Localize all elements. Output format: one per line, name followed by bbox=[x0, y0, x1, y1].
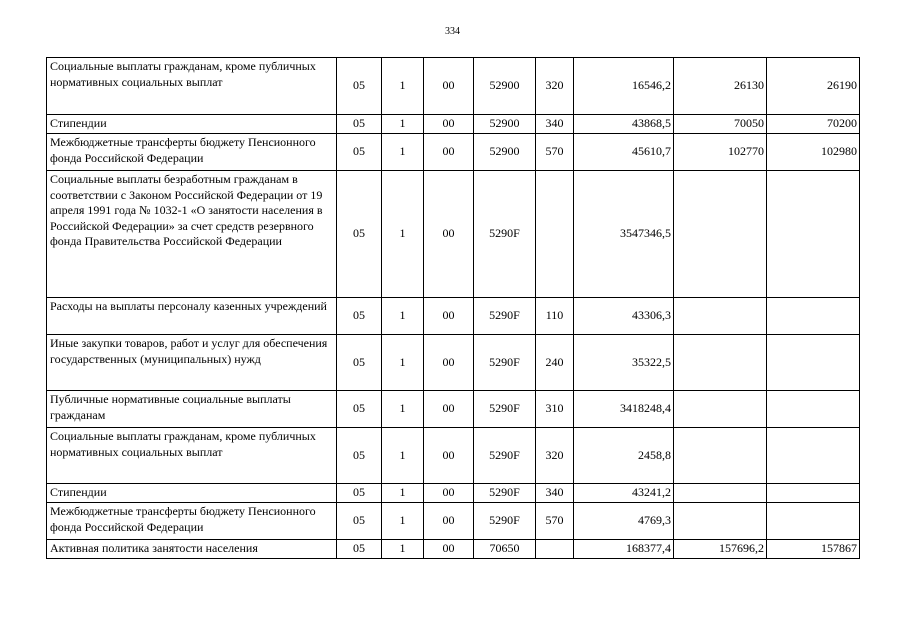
item-code: 5290F bbox=[474, 335, 536, 391]
section-code: 05 bbox=[337, 484, 382, 503]
expense-type-code bbox=[536, 171, 574, 298]
row-name: Социальные выплаты гражданам, кроме публичных нормативных социальных выплат bbox=[47, 428, 337, 484]
section-code: 05 bbox=[337, 171, 382, 298]
section-code: 05 bbox=[337, 134, 382, 171]
amount-year-1: 16546,2 bbox=[574, 58, 674, 115]
section-code: 05 bbox=[337, 298, 382, 335]
item-code: 5290F bbox=[474, 484, 536, 503]
amount-year-3 bbox=[767, 298, 860, 335]
subsection-code: 1 bbox=[382, 134, 424, 171]
amount-year-1: 4769,3 bbox=[574, 503, 674, 540]
amount-year-3 bbox=[767, 391, 860, 428]
section-code: 05 bbox=[337, 428, 382, 484]
expense-type-code bbox=[536, 540, 574, 559]
amount-year-1: 43868,5 bbox=[574, 115, 674, 134]
expense-type-code: 340 bbox=[536, 484, 574, 503]
amount-year-2: 26130 bbox=[674, 58, 767, 115]
group-code: 00 bbox=[424, 428, 474, 484]
amount-year-2 bbox=[674, 503, 767, 540]
row-name: Социальные выплаты гражданам, кроме публичных нормативных социальных выплат bbox=[47, 58, 337, 115]
row-name: Публичные нормативные социальные выплаты гражданам bbox=[47, 391, 337, 428]
amount-year-1: 35322,5 bbox=[574, 335, 674, 391]
row-name: Стипендии bbox=[47, 484, 337, 503]
expense-type-code: 320 bbox=[536, 58, 574, 115]
table-row bbox=[47, 171, 860, 298]
subsection-code: 1 bbox=[382, 540, 424, 559]
item-code: 5290F bbox=[474, 171, 536, 298]
row-name: Стипендии bbox=[47, 115, 337, 134]
subsection-code: 1 bbox=[382, 503, 424, 540]
table-row bbox=[47, 503, 860, 540]
amount-year-1: 168377,4 bbox=[574, 540, 674, 559]
group-code: 00 bbox=[424, 115, 474, 134]
amount-year-2: 70050 bbox=[674, 115, 767, 134]
section-code: 05 bbox=[337, 58, 382, 115]
row-name: Межбюджетные трансферты бюджету Пенсионного фонда Российской Федерации bbox=[47, 134, 337, 171]
subsection-code: 1 bbox=[382, 335, 424, 391]
expense-type-code: 340 bbox=[536, 115, 574, 134]
item-code: 5290F bbox=[474, 298, 536, 335]
amount-year-2 bbox=[674, 298, 767, 335]
section-code: 05 bbox=[337, 115, 382, 134]
group-code: 00 bbox=[424, 171, 474, 298]
expense-type-code: 110 bbox=[536, 298, 574, 335]
section-code: 05 bbox=[337, 391, 382, 428]
group-code: 00 bbox=[424, 391, 474, 428]
group-code: 00 bbox=[424, 540, 474, 559]
row-name: Иные закупки товаров, работ и услуг для обеспечения государственных (муниципальных) нужд bbox=[47, 335, 337, 391]
amount-year-3: 26190 bbox=[767, 58, 860, 115]
amount-year-3 bbox=[767, 428, 860, 484]
subsection-code: 1 bbox=[382, 115, 424, 134]
expense-type-code: 570 bbox=[536, 503, 574, 540]
amount-year-1: 3547346,5 bbox=[574, 171, 674, 298]
table-row bbox=[47, 58, 860, 115]
amount-year-2 bbox=[674, 335, 767, 391]
item-code: 52900 bbox=[474, 134, 536, 171]
item-code: 52900 bbox=[474, 115, 536, 134]
item-code: 70650 bbox=[474, 540, 536, 559]
subsection-code: 1 bbox=[382, 58, 424, 115]
group-code: 00 bbox=[424, 503, 474, 540]
amount-year-3: 157867 bbox=[767, 540, 860, 559]
row-name: Расходы на выплаты персоналу казенных учреждений bbox=[47, 298, 337, 335]
budget-table bbox=[46, 57, 860, 559]
expense-type-code: 570 bbox=[536, 134, 574, 171]
item-code: 5290F bbox=[474, 391, 536, 428]
section-code: 05 bbox=[337, 540, 382, 559]
expense-type-code: 320 bbox=[536, 428, 574, 484]
page-number: 334 bbox=[445, 26, 460, 37]
item-code: 5290F bbox=[474, 428, 536, 484]
amount-year-1: 45610,7 bbox=[574, 134, 674, 171]
amount-year-1: 3418248,4 bbox=[574, 391, 674, 428]
row-name: Активная политика занятости населения bbox=[47, 540, 337, 559]
item-code: 52900 bbox=[474, 58, 536, 115]
group-code: 00 bbox=[424, 484, 474, 503]
amount-year-3 bbox=[767, 503, 860, 540]
section-code: 05 bbox=[337, 503, 382, 540]
table-row bbox=[47, 115, 860, 134]
item-code: 5290F bbox=[474, 503, 536, 540]
table-row bbox=[47, 484, 860, 503]
amount-year-2 bbox=[674, 484, 767, 503]
table-row bbox=[47, 428, 860, 484]
subsection-code: 1 bbox=[382, 171, 424, 298]
group-code: 00 bbox=[424, 298, 474, 335]
amount-year-1: 2458,8 bbox=[574, 428, 674, 484]
expense-type-code: 310 bbox=[536, 391, 574, 428]
table-row bbox=[47, 540, 860, 559]
amount-year-3 bbox=[767, 171, 860, 298]
amount-year-2 bbox=[674, 391, 767, 428]
group-code: 00 bbox=[424, 58, 474, 115]
table-row bbox=[47, 134, 860, 171]
subsection-code: 1 bbox=[382, 298, 424, 335]
amount-year-1: 43241,2 bbox=[574, 484, 674, 503]
table-row bbox=[47, 298, 860, 335]
amount-year-3 bbox=[767, 335, 860, 391]
subsection-code: 1 bbox=[382, 428, 424, 484]
subsection-code: 1 bbox=[382, 484, 424, 503]
amount-year-3: 102980 bbox=[767, 134, 860, 171]
group-code: 00 bbox=[424, 134, 474, 171]
amount-year-2 bbox=[674, 428, 767, 484]
row-name: Социальные выплаты безработным гражданам в соответствии с Законом Российской Федерации от 19 апреля 1991 года № 1032-1 «О занятости населения в Российской Федерации» за счет средств резервного фонда Правительства Российской Федерации bbox=[47, 171, 337, 298]
amount-year-2 bbox=[674, 171, 767, 298]
section-code: 05 bbox=[337, 335, 382, 391]
table-row bbox=[47, 335, 860, 391]
table-row bbox=[47, 391, 860, 428]
group-code: 00 bbox=[424, 335, 474, 391]
row-name: Межбюджетные трансферты бюджету Пенсионного фонда Российской Федерации bbox=[47, 503, 337, 540]
amount-year-3 bbox=[767, 484, 860, 503]
expense-type-code: 240 bbox=[536, 335, 574, 391]
subsection-code: 1 bbox=[382, 391, 424, 428]
amount-year-1: 43306,3 bbox=[574, 298, 674, 335]
amount-year-2: 102770 bbox=[674, 134, 767, 171]
amount-year-2: 157696,2 bbox=[674, 540, 767, 559]
amount-year-3: 70200 bbox=[767, 115, 860, 134]
